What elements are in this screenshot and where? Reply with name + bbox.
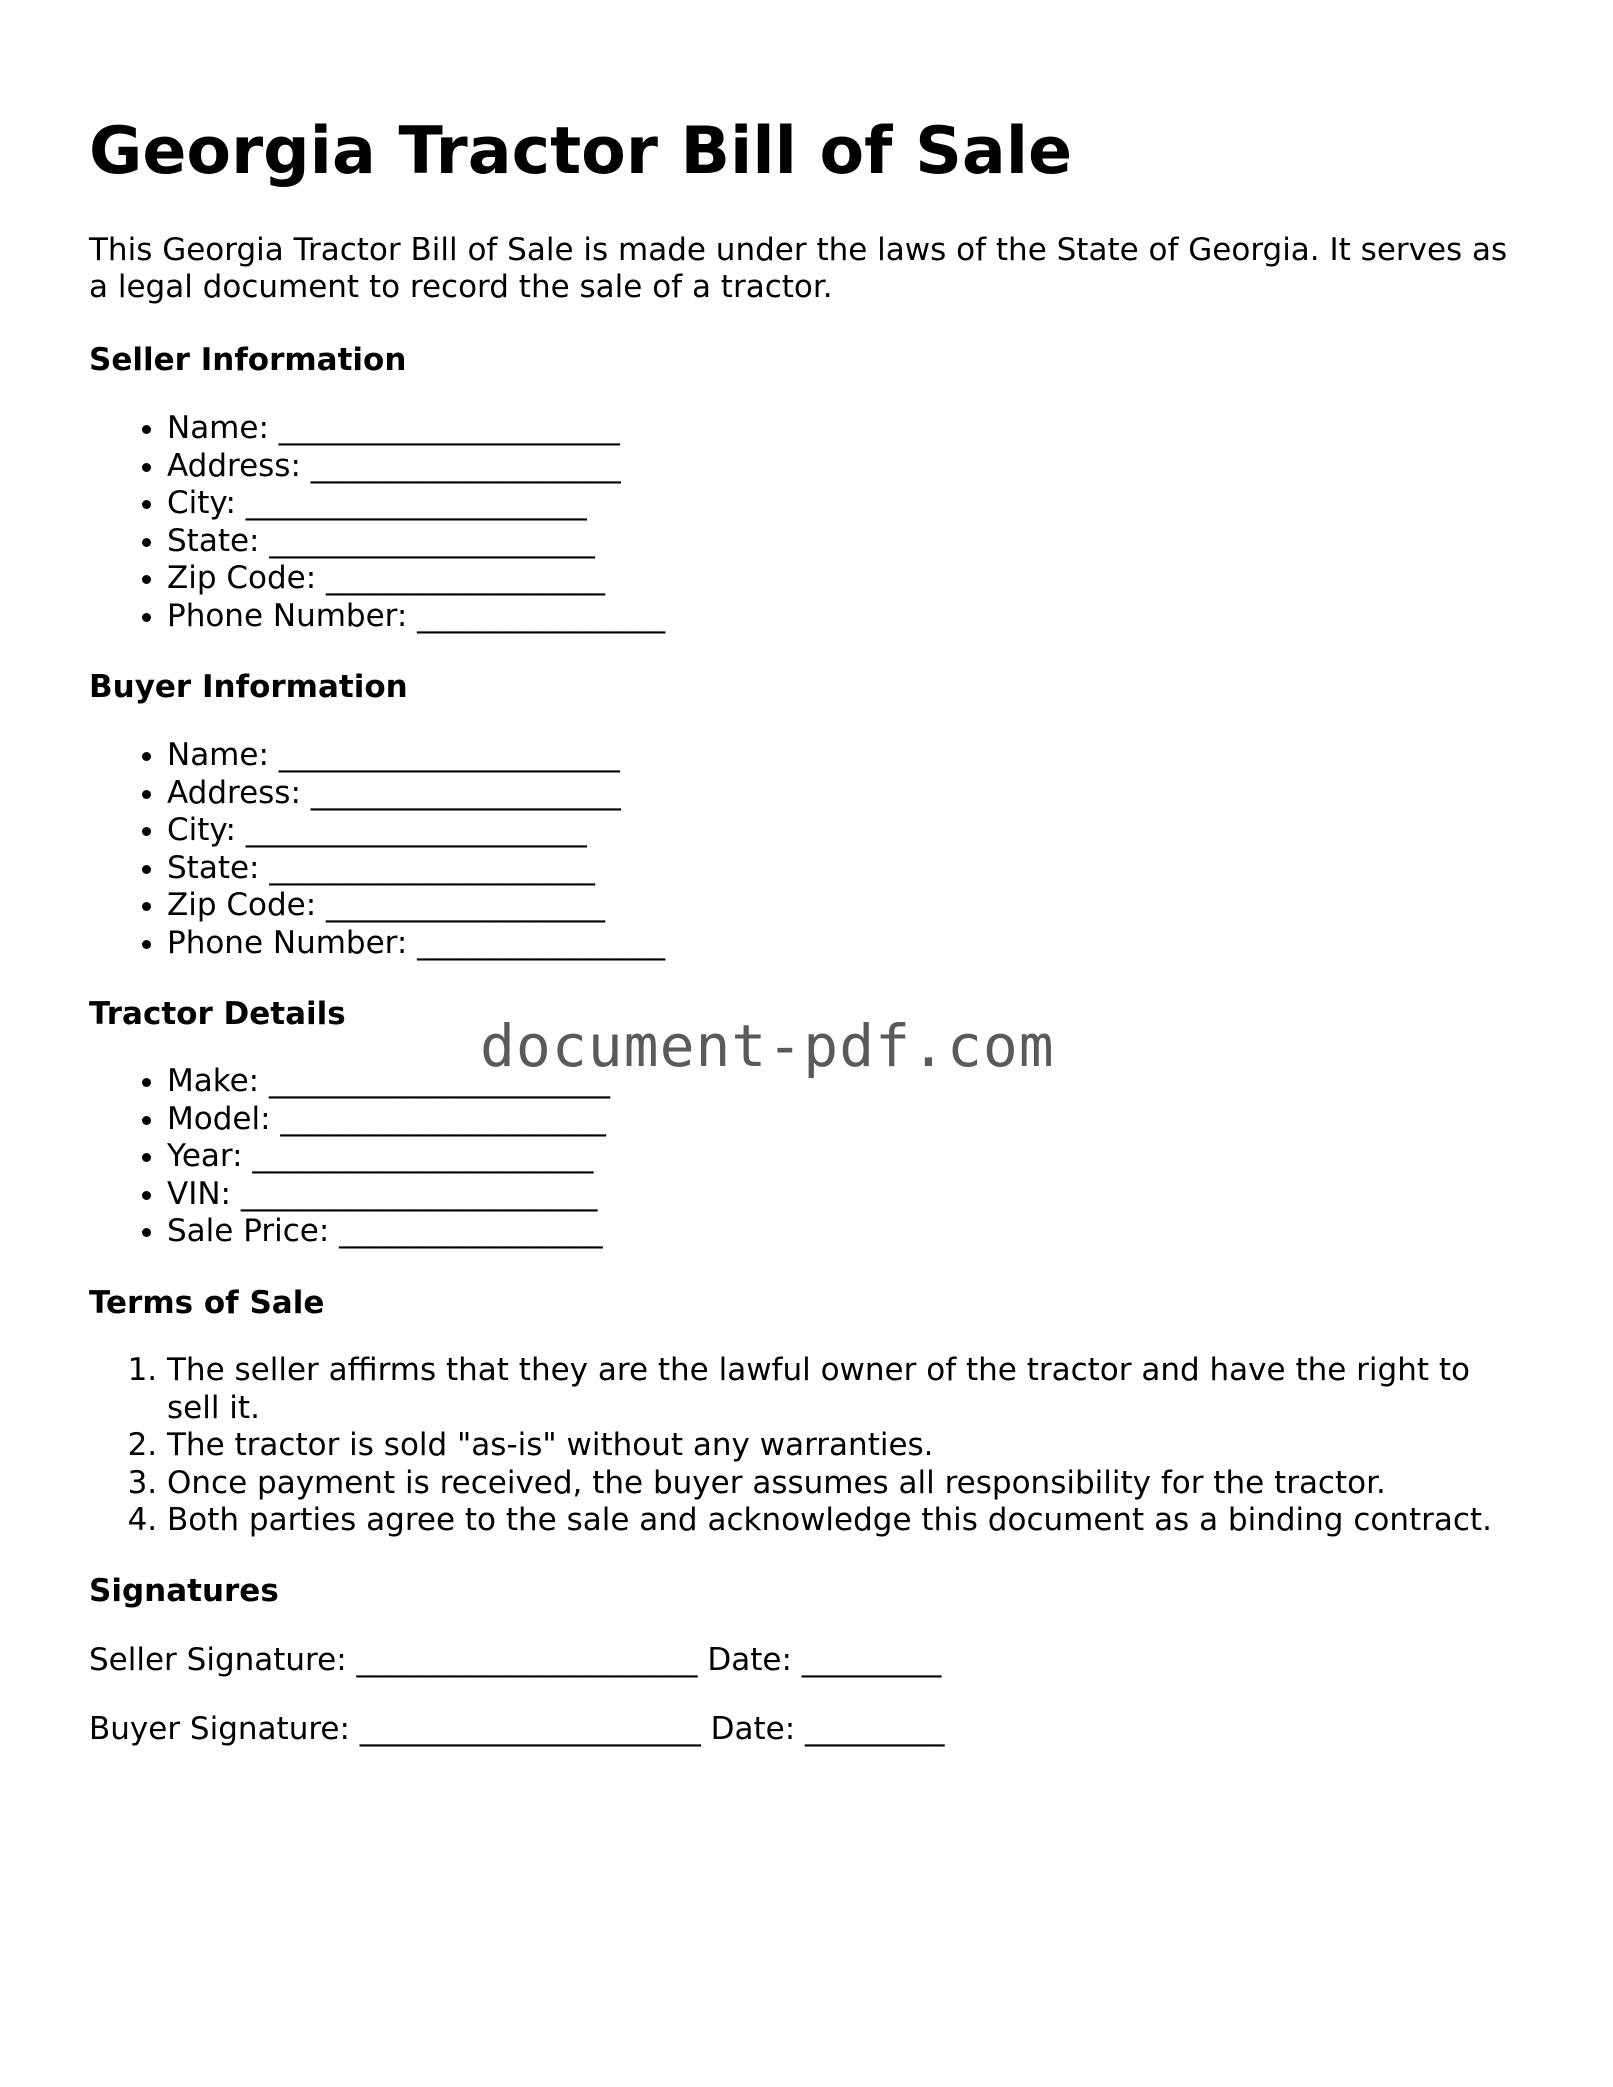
buyer-phone-field: • Phone Number: ________________ bbox=[167, 925, 1529, 963]
tractor-heading: Tractor Details bbox=[89, 996, 346, 1032]
buyer-heading: Buyer Information bbox=[89, 669, 408, 705]
buyer-zip-field: • Zip Code: __________________ bbox=[167, 887, 1529, 925]
terms-item: 3. Once payment is received, the buyer assumes all responsibility for the tractor. bbox=[167, 1465, 1529, 1503]
seller-phone-field: • Phone Number: ________________ bbox=[167, 598, 1529, 636]
seller-signature-line: Seller Signature: ______________________ Date: _________ bbox=[89, 1642, 942, 1678]
seller-name-field: • Name: ______________________ bbox=[167, 410, 1529, 448]
buyer-city-field: • City: ______________________ bbox=[167, 812, 1529, 850]
buyer-name-field: • Name: ______________________ bbox=[167, 737, 1529, 775]
buyer-address-field: • Address: ____________________ bbox=[167, 775, 1529, 813]
seller-state-field: • State: _____________________ bbox=[167, 523, 1529, 561]
seller-fields-list bbox=[89, 410, 1529, 636]
seller-address-field: • Address: ____________________ bbox=[167, 448, 1529, 486]
tractor-year-field: • Year: ______________________ bbox=[167, 1138, 1529, 1176]
buyer-signature-line: Buyer Signature: ______________________ Date: _________ bbox=[89, 1711, 945, 1747]
tractor-model-field: • Model: _____________________ bbox=[167, 1101, 1529, 1139]
tractor-make-field: • Make: ______________________ bbox=[167, 1063, 1529, 1101]
buyer-fields-list bbox=[89, 737, 1529, 963]
tractor-price-field: • Sale Price: _________________ bbox=[167, 1213, 1529, 1251]
seller-heading: Seller Information bbox=[89, 342, 407, 378]
terms-heading: Terms of Sale bbox=[89, 1285, 325, 1321]
intro-paragraph: This Georgia Tractor Bill of Sale is made under the laws of the State of Georgia. It serves as a legal document to record the sale of a tractor. bbox=[89, 232, 1508, 305]
buyer-state-field: • State: _____________________ bbox=[167, 850, 1529, 888]
terms-item: 4. Both parties agree to the sale and acknowledge this document as a binding contract. bbox=[167, 1502, 1529, 1540]
watermark: document-pdf.com bbox=[480, 1012, 1055, 1080]
tractor-fields-list bbox=[89, 1063, 1529, 1251]
seller-city-field: • City: ______________________ bbox=[167, 485, 1529, 523]
terms-item: 2. The tractor is sold "as-is" without any warranties. bbox=[167, 1427, 1529, 1465]
document-title: Georgia Tractor Bill of Sale bbox=[89, 114, 1073, 189]
signatures-heading: Signatures bbox=[89, 1573, 279, 1609]
terms-list bbox=[89, 1352, 1529, 1540]
tractor-vin-field: • VIN: _______________________ bbox=[167, 1176, 1529, 1214]
seller-zip-field: • Zip Code: __________________ bbox=[167, 560, 1529, 598]
terms-item: 1. The seller affirms that they are the lawful owner of the tractor and have the right to sell it. bbox=[167, 1352, 1529, 1427]
